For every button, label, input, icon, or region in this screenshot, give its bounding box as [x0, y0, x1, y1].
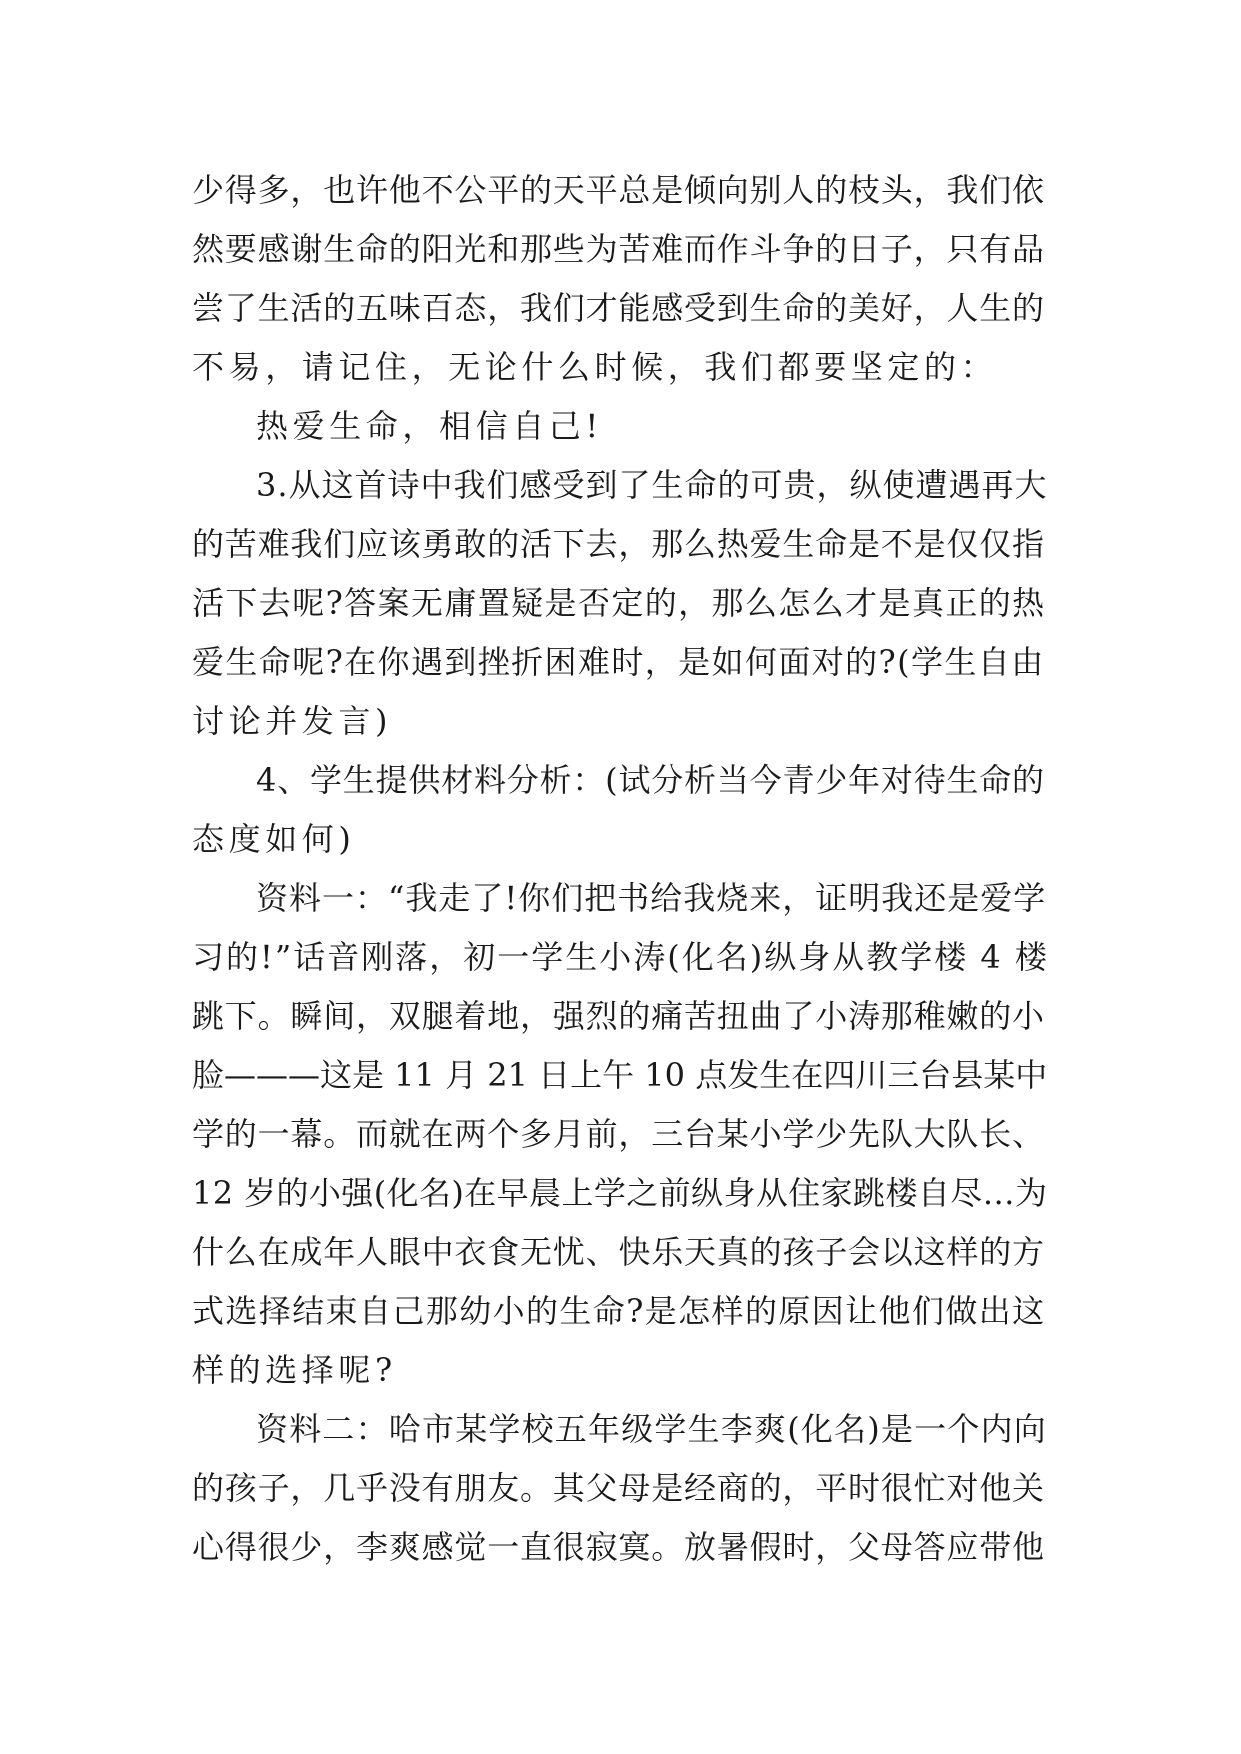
text-line: 爱生命呢?在你遇到挫折困难时，是如何面对的?(学生自由: [192, 643, 1045, 681]
text-line: 12 岁的小强(化名)在早晨上学之前纵身从住家跳楼自尽…为: [192, 1174, 1048, 1212]
text-line: 尝了生活的五味百态，我们才能感受到生命的美好，人生的: [192, 289, 1045, 327]
text-line: 样的选择呢?: [192, 1351, 397, 1389]
text-line: 热爱生命，相信自己!: [256, 407, 603, 445]
text-line: 资料一：“我走了!你们把书给我烧来，证明我还是爱学: [256, 879, 1047, 917]
text-line: 4、学生提供材料分析：(试分析当今青少年对待生命的: [256, 761, 1045, 799]
text-line: 然要感谢生命的阳光和那些为苦难而作斗争的日子，只有品: [192, 230, 1045, 268]
text-line: 脸———这是 11 月 21 日上午 10 点发生在四川三台县某中: [192, 1056, 1048, 1094]
text-line: 心得很少，李爽感觉一直很寂寞。放暑假时，父母答应带他: [192, 1528, 1045, 1566]
text-line: 活下去呢?答案无庸置疑是否定的，那么怎么才是真正的热: [192, 584, 1046, 622]
text-line: 什么在成年人眼中衣食无忧、快乐天真的孩子会以这样的方: [192, 1233, 1045, 1271]
text-line: 的苦难我们应该勇敢的活下去，那么热爱生命是不是仅仅指: [192, 525, 1045, 563]
text-line: 态度如何): [192, 820, 356, 858]
text-line: 的孩子，几乎没有朋友。其父母是经商的，平时很忙对他关: [192, 1469, 1045, 1507]
text-line: 学的一幕。而就在两个多月前，三台某小学少先队大队长、: [192, 1115, 1045, 1153]
text-line: 式选择结束自己那幼小的生命?是怎样的原因让他们做出这: [192, 1292, 1046, 1330]
text-line: 习的!”话音刚落，初一学生小涛(化名)纵身从教学楼 4 楼: [192, 938, 1049, 976]
text-line: 跳下。瞬间，双腿着地，强烈的痛苦扭曲了小涛那稚嫩的小: [192, 997, 1045, 1035]
text-line: 3.从这首诗中我们感受到了生命的可贵，纵使遭遇再大: [256, 466, 1048, 504]
text-line: 讨论并发言): [192, 702, 393, 740]
text-line: 不易，请记住，无论什么时候，我们都要坚定的：: [192, 348, 998, 386]
text-line: 资料二：哈市某学校五年级学生李爽(化名)是一个内向: [256, 1410, 1047, 1448]
text-line: 少得多，也许他不公平的天平总是倾向别人的枝头，我们依: [192, 171, 1045, 209]
